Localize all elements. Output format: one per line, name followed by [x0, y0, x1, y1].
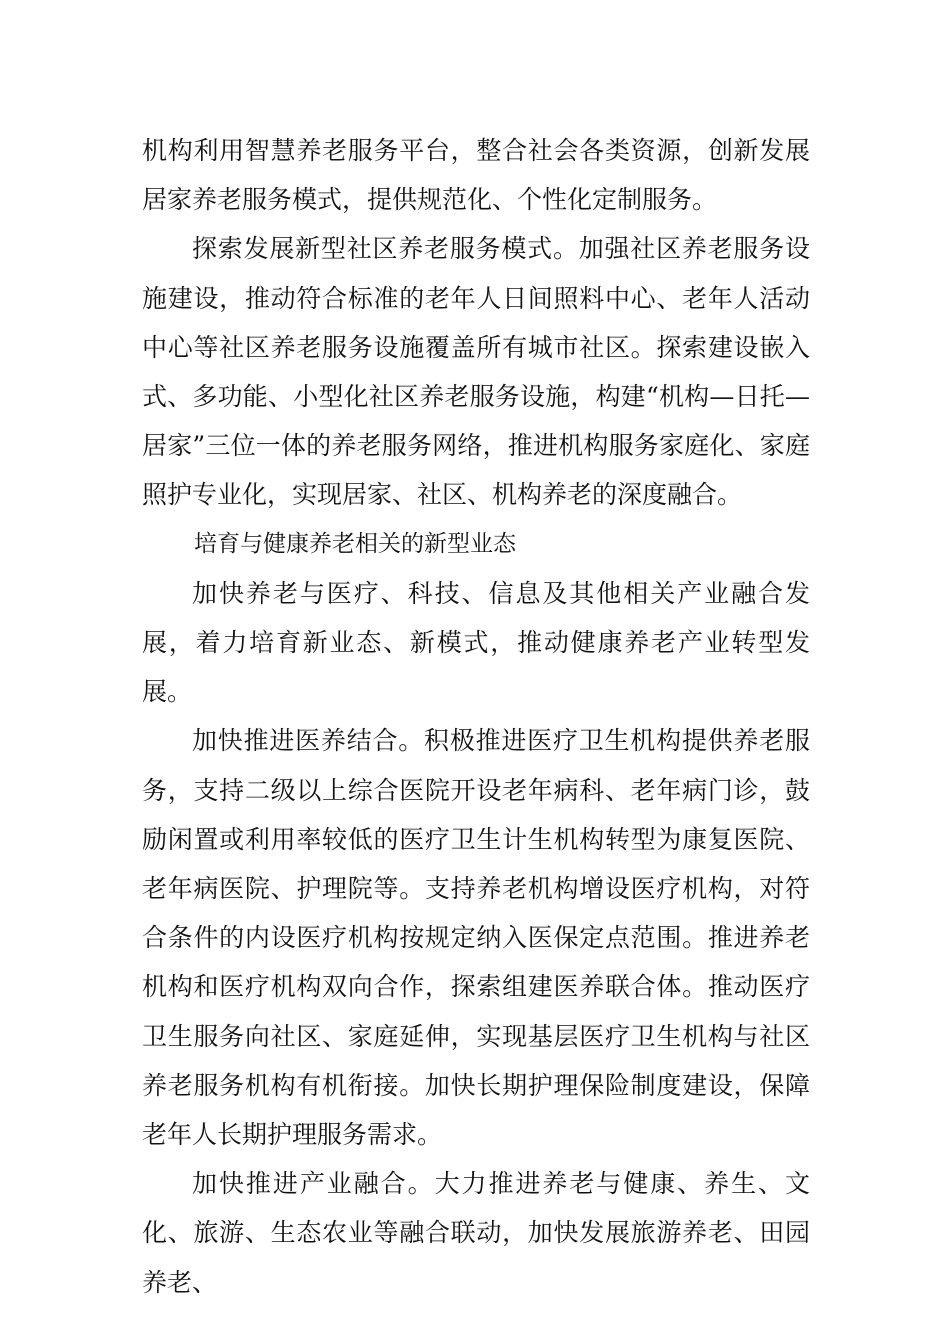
paragraph-industry-integration-intro: 加快养老与医疗、科技、信息及其他相关产业融合发展，着力培育新业态、新模式，推动健康养老产业转型发展。 [142, 578, 810, 707]
document-body [142, 126, 810, 1307]
paragraph-community-elderly-care: 探索发展新型社区养老服务模式。加强社区养老服务设施建设，推动符合标准的老年人日间照料中心、老年人活动中心等社区养老服务设施覆盖所有城市社区。探索建设嵌入式、多功能、小型化社区养老服务设施，构建“机构—日托—居家”三位一体的养老服务网络，推进机构服务家庭化、家庭照护专业化，实现居家、社区、机构养老的深度融合。 [142, 234, 810, 510]
paragraph-continuation: 机构利用智慧养老服务平台，整合社会各类资源，创新发展居家养老服务模式，提供规范化、个性化定制服务。 [142, 136, 810, 215]
paragraph-medical-elderly-care: 加快推进医养结合。积极推进医疗卫生机构提供养老服务，支持二级以上综合医院开设老年病科、老年病门诊，鼓励闲置或利用率较低的医疗卫生计生机构转型为康复医院、老年病医院、护理院等。支持养老机构增设医疗机构，对符合条件的内设医疗机构按规定纳入医保定点范围。推进养老机构和医疗机构双向合作，探索组建医养联合体。推动医疗卫生服务向社区、家庭延伸，实现基层医疗卫生机构与社区养老服务机构有机衔接。加快长期护理保险制度建设，保障老年人长期护理服务需求。 [142, 726, 810, 1150]
section-heading-new-business-forms: 培育与健康养老相关的新型业态 [194, 530, 516, 557]
paragraph-industry-fusion: 加快推进产业融合。大力推进养老与健康、养生、文化、旅游、生态农业等融合联动，加快发展旅游养老、田园养老、 [142, 1169, 810, 1297]
